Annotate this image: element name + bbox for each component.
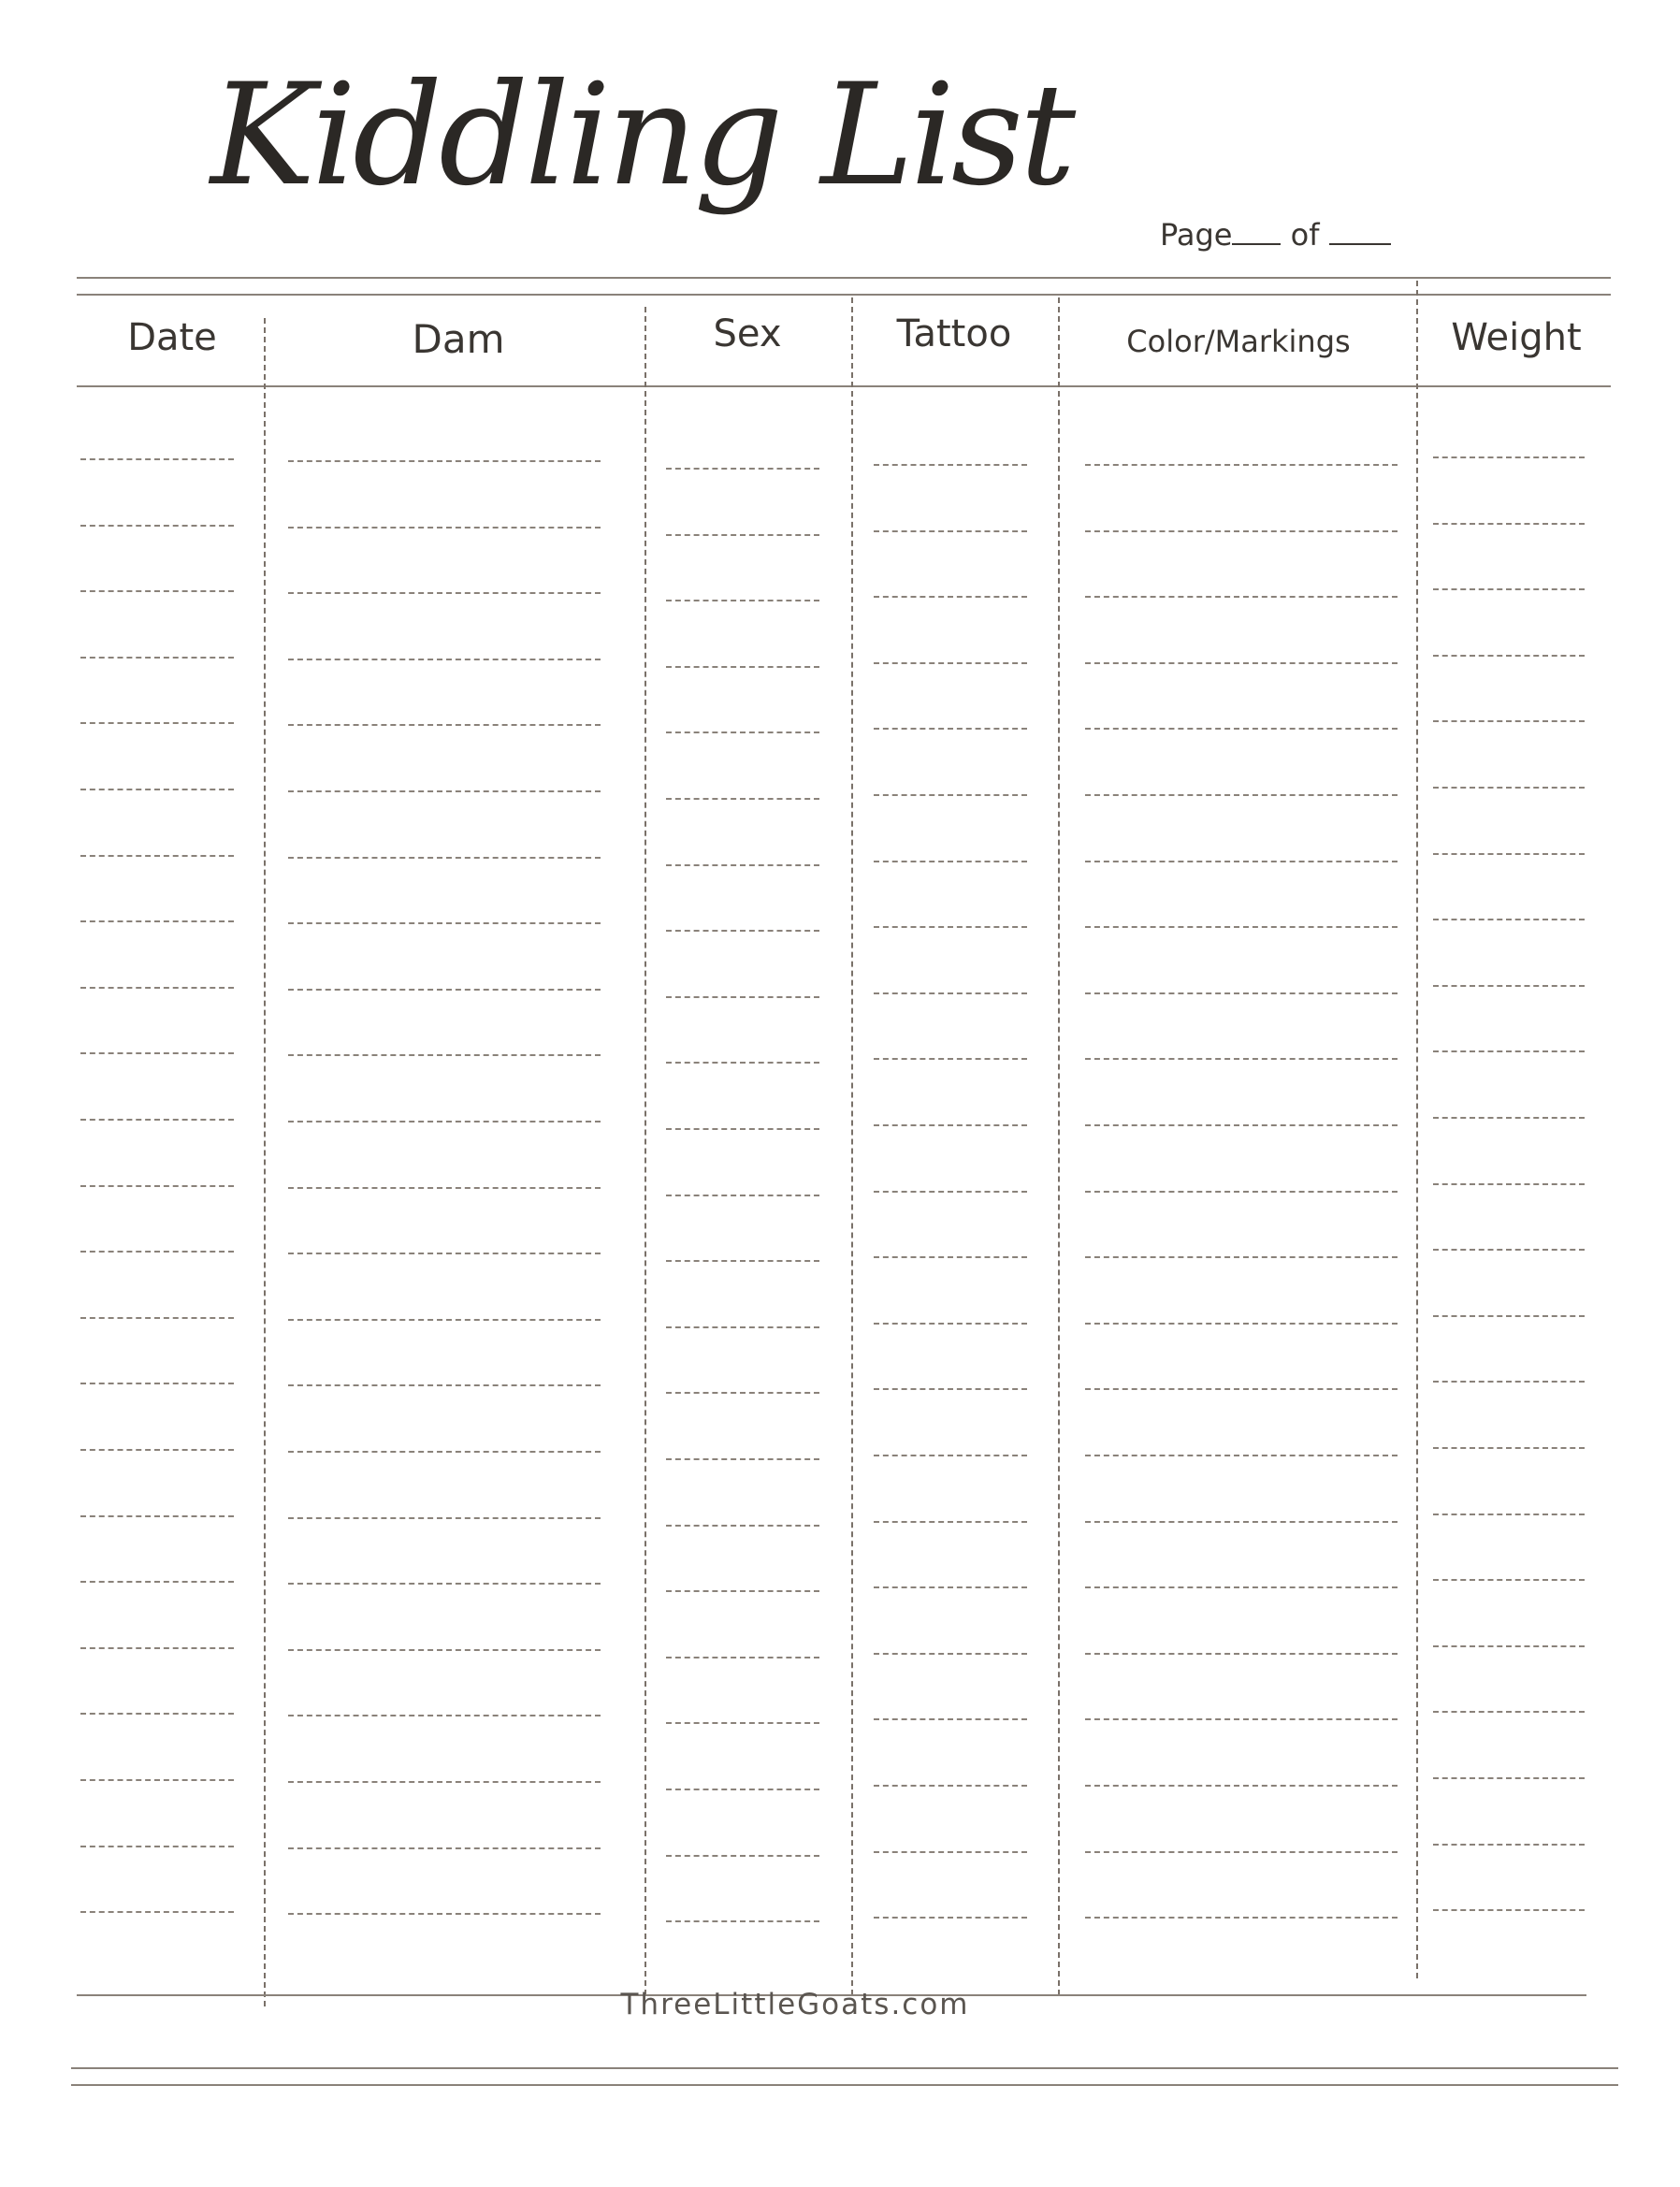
entry-line-date[interactable] (80, 1911, 234, 1913)
entry-line-dam[interactable] (288, 659, 601, 660)
top-rule-2 (77, 294, 1611, 296)
entry-line-date[interactable] (80, 1383, 234, 1384)
entry-line-sex[interactable] (666, 731, 819, 733)
entry-line-sex[interactable] (666, 1657, 819, 1658)
entry-line-weight[interactable] (1433, 456, 1585, 458)
col-header-dam: Dam (412, 316, 505, 362)
entry-line-tattoo[interactable] (874, 794, 1027, 796)
entry-line-weight[interactable] (1433, 1315, 1585, 1317)
footer-website: ThreeLittleGoats.com (620, 1988, 970, 2021)
entry-line-weight[interactable] (1433, 588, 1585, 590)
entry-line-dam[interactable] (288, 724, 601, 726)
entry-line-tattoo[interactable] (874, 1521, 1027, 1523)
entry-line-dam[interactable] (288, 1253, 601, 1254)
entry-line-sex[interactable] (666, 534, 819, 536)
entry-line-date[interactable] (80, 1647, 234, 1649)
entry-line-date[interactable] (80, 1251, 234, 1253)
entry-line-tattoo[interactable] (874, 1718, 1027, 1720)
entry-line-date[interactable] (80, 789, 234, 790)
entry-line-weight[interactable] (1433, 1183, 1585, 1185)
entry-line-sex[interactable] (666, 1590, 819, 1592)
entry-line-color[interactable] (1085, 1256, 1398, 1258)
entry-line-color[interactable] (1085, 926, 1398, 928)
entry-line-sex[interactable] (666, 600, 819, 601)
entry-line-date[interactable] (80, 1779, 234, 1781)
col-header-date: Date (127, 316, 217, 359)
entry-line-weight[interactable] (1433, 1645, 1585, 1647)
entry-line-sex[interactable] (666, 864, 819, 866)
entry-line-dam[interactable] (288, 1847, 601, 1849)
entry-line-tattoo[interactable] (874, 464, 1027, 466)
entry-line-tattoo[interactable] (874, 1653, 1027, 1655)
page-number-blank[interactable] (1232, 219, 1281, 245)
column-divider-5 (1416, 281, 1418, 1978)
entry-line-date[interactable] (80, 1052, 234, 1054)
entry-line-dam[interactable] (288, 1319, 601, 1321)
page-total-blank[interactable] (1329, 219, 1391, 245)
entry-line-weight[interactable] (1433, 655, 1585, 657)
entry-line-color[interactable] (1085, 1521, 1398, 1523)
entry-line-weight[interactable] (1433, 1711, 1585, 1713)
entry-line-date[interactable] (80, 987, 234, 989)
entry-line-weight[interactable] (1433, 1447, 1585, 1449)
entry-line-sex[interactable] (666, 1128, 819, 1130)
of-label: of (1290, 217, 1320, 253)
entry-line-sex[interactable] (666, 666, 819, 668)
bottom-rule-1 (71, 2067, 1618, 2069)
entry-line-dam[interactable] (288, 527, 601, 529)
entry-line-tattoo[interactable] (874, 1917, 1027, 1919)
entry-line-tattoo[interactable] (874, 1191, 1027, 1193)
entry-line-color[interactable] (1085, 861, 1398, 862)
entry-line-weight[interactable] (1433, 720, 1585, 722)
entry-line-sex[interactable] (666, 1855, 819, 1857)
entry-line-color[interactable] (1085, 1191, 1398, 1193)
entry-line-color[interactable] (1085, 1718, 1398, 1720)
entry-line-weight[interactable] (1433, 1050, 1585, 1052)
header-rule (77, 385, 1611, 387)
entry-line-tattoo[interactable] (874, 1256, 1027, 1258)
entry-line-dam[interactable] (288, 1054, 601, 1056)
column-divider-4 (1058, 297, 1060, 1995)
entry-line-dam[interactable] (288, 1121, 601, 1122)
entry-line-dam[interactable] (288, 1517, 601, 1519)
entry-line-weight[interactable] (1433, 985, 1585, 987)
col-header-color-markings: Color/Markings (1126, 324, 1351, 359)
entry-line-date[interactable] (80, 920, 234, 922)
entry-line-tattoo[interactable] (874, 1124, 1027, 1126)
entry-line-tattoo[interactable] (874, 728, 1027, 730)
column-divider-2 (644, 307, 646, 1995)
entry-line-weight[interactable] (1433, 919, 1585, 920)
entry-line-weight[interactable] (1433, 1579, 1585, 1581)
entry-line-dam[interactable] (288, 1187, 601, 1189)
entry-line-date[interactable] (80, 1846, 234, 1847)
entry-line-tattoo[interactable] (874, 992, 1027, 994)
entry-line-color[interactable] (1085, 662, 1398, 664)
entry-line-dam[interactable] (288, 1384, 601, 1386)
column-divider-1 (264, 318, 266, 2006)
entry-line-dam[interactable] (288, 857, 601, 859)
entry-line-date[interactable] (80, 657, 234, 659)
col-header-weight: Weight (1451, 316, 1582, 359)
entry-line-color[interactable] (1085, 794, 1398, 796)
entry-line-date[interactable] (80, 1581, 234, 1583)
entry-line-sex[interactable] (666, 996, 819, 998)
page-indicator (1160, 217, 1391, 253)
entry-line-weight[interactable] (1433, 1844, 1585, 1846)
top-rule-1 (77, 277, 1611, 279)
entry-line-weight[interactable] (1433, 1909, 1585, 1911)
entry-line-color[interactable] (1085, 530, 1398, 532)
entry-line-date[interactable] (80, 1515, 234, 1517)
bottom-rule-2 (71, 2084, 1618, 2086)
entry-line-sex[interactable] (666, 1392, 819, 1394)
page-title: Kiddling List (210, 54, 1073, 217)
entry-line-weight[interactable] (1433, 1249, 1585, 1251)
col-header-sex: Sex (713, 312, 782, 355)
entry-line-sex[interactable] (666, 798, 819, 800)
entry-line-color[interactable] (1085, 1851, 1398, 1853)
entry-line-weight[interactable] (1433, 1117, 1585, 1119)
entry-line-color[interactable] (1085, 1323, 1398, 1325)
entry-line-sex[interactable] (666, 1920, 819, 1922)
entry-line-tattoo[interactable] (874, 861, 1027, 862)
entry-line-tattoo[interactable] (874, 1586, 1027, 1588)
entry-line-color[interactable] (1085, 1785, 1398, 1787)
entry-line-tattoo[interactable] (874, 1455, 1027, 1456)
entry-line-color[interactable] (1085, 1653, 1398, 1655)
entry-line-date[interactable] (80, 458, 234, 460)
entry-line-date[interactable] (80, 1713, 234, 1715)
entry-line-date[interactable] (80, 1449, 234, 1451)
entry-line-color[interactable] (1085, 1455, 1398, 1456)
entry-line-sex[interactable] (666, 468, 819, 470)
entry-line-date[interactable] (80, 1185, 234, 1187)
page-label: Page (1160, 217, 1233, 253)
col-header-tattoo: Tattoo (896, 312, 1012, 355)
column-divider-3 (851, 297, 853, 1995)
entry-line-weight[interactable] (1433, 1514, 1585, 1515)
entry-line-sex[interactable] (666, 1195, 819, 1196)
entry-line-weight[interactable] (1433, 787, 1585, 789)
entry-line-dam[interactable] (288, 1781, 601, 1783)
entry-line-sex[interactable] (666, 1525, 819, 1527)
entry-line-sex[interactable] (666, 1260, 819, 1262)
entry-line-color[interactable] (1085, 1058, 1398, 1060)
entry-line-sex[interactable] (666, 930, 819, 932)
entry-line-date[interactable] (80, 1317, 234, 1319)
entry-line-date[interactable] (80, 722, 234, 724)
entry-line-dam[interactable] (288, 1715, 601, 1716)
entry-line-sex[interactable] (666, 1458, 819, 1460)
entry-line-tattoo[interactable] (874, 1058, 1027, 1060)
entry-line-dam[interactable] (288, 790, 601, 792)
entry-line-color[interactable] (1085, 1917, 1398, 1919)
entry-line-weight[interactable] (1433, 1777, 1585, 1779)
entry-line-color[interactable] (1085, 596, 1398, 598)
entry-line-sex[interactable] (666, 1722, 819, 1724)
entry-line-sex[interactable] (666, 1326, 819, 1328)
entry-line-tattoo[interactable] (874, 1785, 1027, 1787)
entry-line-color[interactable] (1085, 464, 1398, 466)
entry-line-dam[interactable] (288, 592, 601, 594)
entry-line-weight[interactable] (1433, 1381, 1585, 1383)
entry-line-tattoo[interactable] (874, 662, 1027, 664)
entry-line-date[interactable] (80, 855, 234, 857)
entry-line-color[interactable] (1085, 992, 1398, 994)
entry-line-tattoo[interactable] (874, 596, 1027, 598)
entry-line-dam[interactable] (288, 460, 601, 462)
entry-line-dam[interactable] (288, 1451, 601, 1453)
entry-line-color[interactable] (1085, 1124, 1398, 1126)
entry-line-dam[interactable] (288, 1649, 601, 1651)
entry-line-tattoo[interactable] (874, 530, 1027, 532)
entry-line-sex[interactable] (666, 1062, 819, 1064)
entry-line-dam[interactable] (288, 1913, 601, 1915)
entry-line-weight[interactable] (1433, 523, 1585, 525)
entry-line-weight[interactable] (1433, 853, 1585, 855)
entry-line-tattoo[interactable] (874, 1388, 1027, 1390)
entry-line-tattoo[interactable] (874, 1851, 1027, 1853)
entry-line-date[interactable] (80, 590, 234, 592)
entry-line-color[interactable] (1085, 1388, 1398, 1390)
entry-line-dam[interactable] (288, 989, 601, 991)
entry-line-sex[interactable] (666, 1789, 819, 1790)
entry-line-color[interactable] (1085, 728, 1398, 730)
entry-line-color[interactable] (1085, 1586, 1398, 1588)
entry-line-date[interactable] (80, 1119, 234, 1121)
entry-line-dam[interactable] (288, 1583, 601, 1585)
entry-line-tattoo[interactable] (874, 926, 1027, 928)
entry-line-dam[interactable] (288, 922, 601, 924)
entry-line-date[interactable] (80, 525, 234, 527)
entry-line-tattoo[interactable] (874, 1323, 1027, 1325)
